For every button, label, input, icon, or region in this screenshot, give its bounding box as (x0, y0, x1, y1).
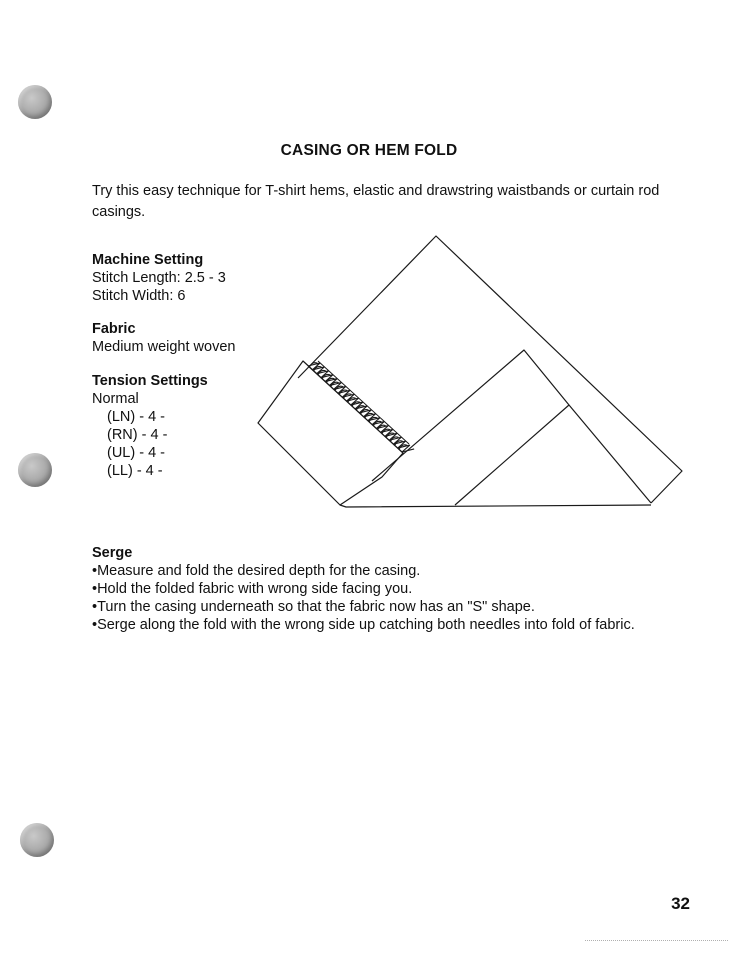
tension-heading: Tension Settings (92, 373, 208, 389)
footer-rule (585, 940, 728, 941)
serged-stitches (308, 363, 414, 452)
binder-hole-bottom (20, 823, 54, 857)
intro-paragraph: Try this easy technique for T-shirt hems, elastic and drawstring waistbands or curtain rod casings. (92, 183, 660, 220)
serge-step: •Measure and fold the desired depth for the casing. (92, 563, 421, 579)
stitch-width-text: Stitch Width: 6 (92, 288, 186, 304)
serge-step: •Turn the casing underneath so that the fabric now has an "S" shape. (92, 599, 535, 615)
fabric-value: Medium weight woven (92, 339, 236, 355)
stitch-length-text: Stitch Length: 2.5 - 3 (92, 270, 226, 286)
fabric-back-outline (298, 236, 682, 503)
machine-setting-section (92, 251, 226, 305)
page-title: CASING OR HEM FOLD (280, 142, 458, 159)
serge-section (92, 544, 712, 634)
fabric-section (92, 320, 235, 356)
fabric-fold-illustration (250, 230, 690, 520)
fabric-middle-layer (372, 350, 569, 505)
page-number: 32 (671, 894, 690, 913)
machine-setting-heading: Machine Setting (92, 252, 204, 268)
serge-step: •Hold the folded fabric with wrong side facing you. (92, 581, 413, 597)
serge-step: •Serge along the fold with the wrong side up catching both needles into fold of fabric. (92, 617, 635, 633)
binder-hole-top (18, 85, 52, 119)
fabric-bottom-edge (340, 505, 651, 507)
binder-hole-middle (18, 453, 52, 487)
tension-section (92, 372, 208, 480)
tension-item-rn: (RN) - 4 - (107, 427, 168, 443)
fabric-heading: Fabric (92, 321, 136, 337)
tension-item-ln: (LN) - 4 - (107, 409, 165, 425)
serge-heading: Serge (92, 545, 133, 561)
tension-item-ll: (LL) - 4 - (107, 463, 163, 479)
tension-normal: Normal (92, 391, 139, 407)
tension-item-ul: (UL) - 4 - (107, 445, 165, 461)
